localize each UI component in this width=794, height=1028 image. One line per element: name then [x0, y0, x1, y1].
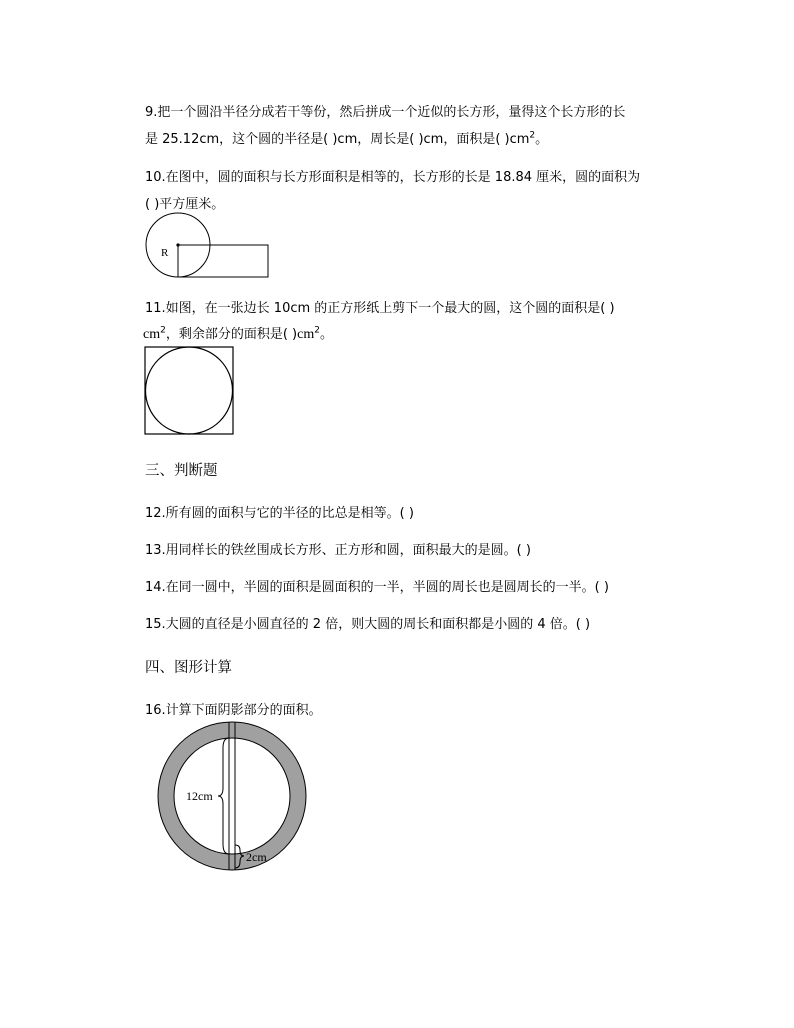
q9-line2: 是 25.12cm，这个圆的半径是( )cm，周长是( )cm，面积是( )$cm^2$。 [145, 130, 549, 147]
q11-line1: 11.如图，在一张边长 10cm 的正方形纸上剪下一个最大的圆，这个圆的面积是( ) [145, 301, 615, 316]
q15: 15.大圆的直径是小圆直径的 2 倍，则大圆的周长和面积都是小圆的 4 倍。( ) [145, 617, 591, 632]
q16-label-12cm: 12cm [186, 789, 213, 803]
q10-rectangle [178, 245, 268, 277]
q10-center-dot [176, 243, 179, 246]
q14: 14.在同一圆中，半圆的面积是圆面积的一半，半圆的周长也是圆周长的一半。( ) [145, 580, 609, 595]
q10-line1: 10.在图中，圆的面积与长方形面积是相等的，长方形的长是 18.84 厘米，圆的面积为 [145, 170, 641, 185]
q13: 13.用同样长的铁丝围成长方形、正方形和圆，面积最大的是圆。( ) [145, 543, 531, 558]
q10-line2: ( )平方厘米。 [145, 197, 225, 212]
q16-figure [150, 718, 325, 876]
q10-figure [140, 212, 275, 282]
q16: 16.计算下面阴影部分的面积。 [145, 703, 322, 718]
q11-circle [146, 347, 233, 434]
q12: 12.所有圆的面积与它的半径的比总是相等。( ) [145, 506, 414, 521]
section-4-heading: 四、图形计算 [145, 660, 232, 676]
q9-line1: 9.把一个圆沿半径分成若干等份，然后拼成一个近似的长方形，量得这个长方形的长 [145, 105, 626, 120]
q10-radius-label: R [161, 247, 169, 259]
section-3-heading: 三、判断题 [145, 463, 218, 479]
q11-figure [144, 346, 236, 436]
q16-label-2cm: 2cm [246, 850, 267, 864]
q11-line2: $cm^2$，剩余部分的面积是( )$cm^2$。 [143, 325, 333, 342]
